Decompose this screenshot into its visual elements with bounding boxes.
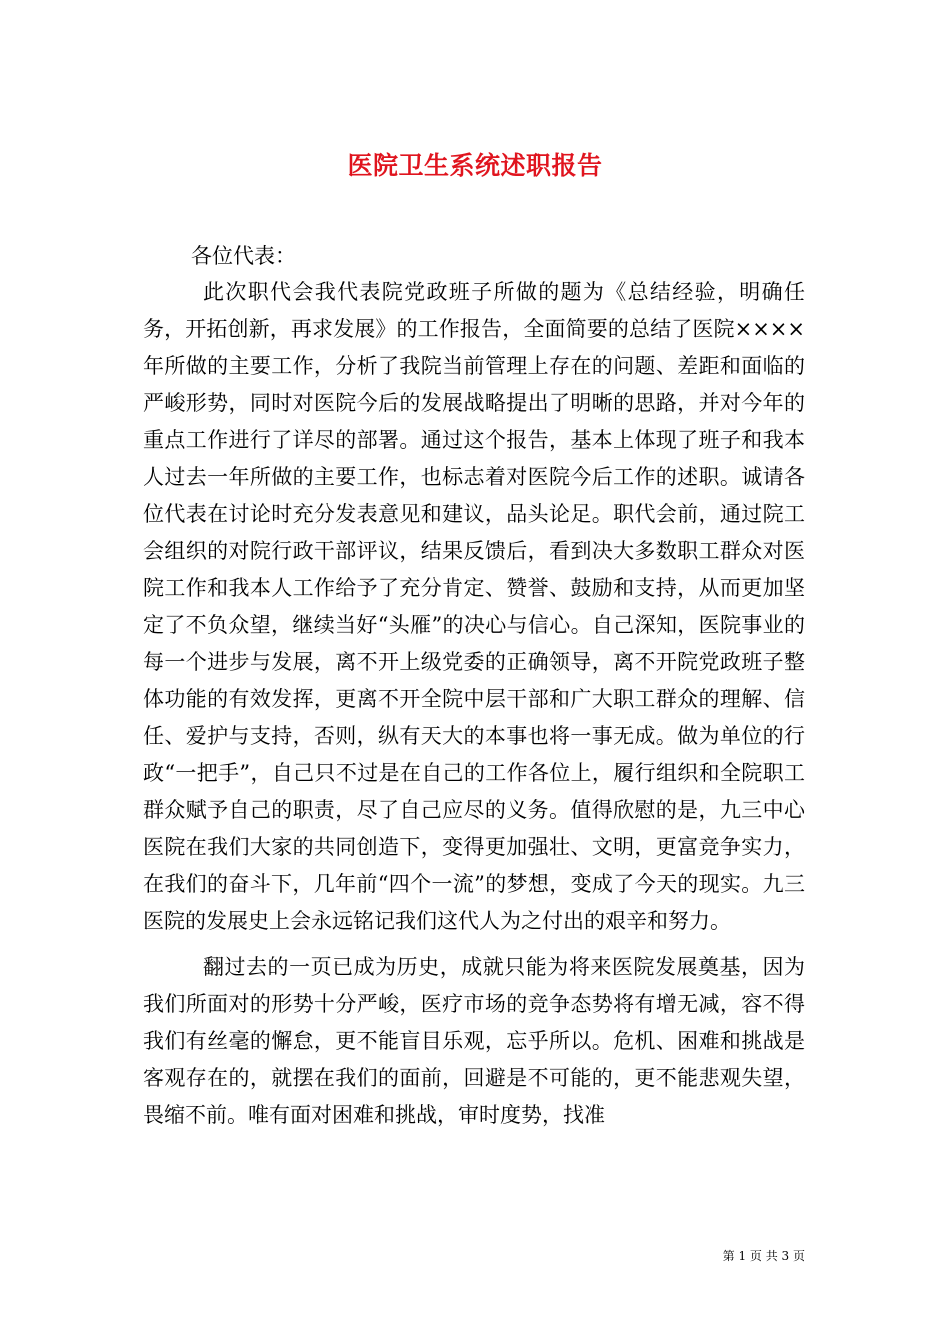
document-title: 医院卫生系统述职报告 [347, 150, 603, 180]
paragraph: 翻过去的一页已成为历史，成就只能为将来医院发展奠基，因为我们所面对的形势十分严峻，医疗市场的竞争态势将有增无减，容不得我们有丝毫的懈怠，更不能盲目乐观，忘乎所以。危机、困难和挑战是客观存在的，就摆在我们的面前，回避是不可能的，更不能悲观失望，畏缩不前。唯有面对困难和挑战，审时度势，找准 [143, 955, 805, 1127]
document-body [143, 238, 805, 1134]
page-number: 第 1 页 共 3 页 [722, 1249, 805, 1263]
paragraph: 此次职代会我代表院党政班子所做的题为《总结经验，明确任务，开拓创新，再求发展》的工作报告，全面简要的总结了医院××××年所做的主要工作，分析了我院当前管理上存在的问题、差距和面临的严峻形势，同时对医院今后的发展战略提出了明晰的思路，并对今年的重点工作进行了详尽的部署。通过这个报告，基本上体现了班子和我本人过去一年所做的主要工作，也标志着对医院今后工作的述职。诚请各位代表在讨论时充分发表意见和建议，品头论足。职代会前，通过院工会组织的对院行政干部评议，结果反馈后，看到决大多数职工群众对医院工作和我本人工作给予了充分肯定、赞誉、鼓励和支持，从而更加坚定了不负众望，继续当好“头雁”的决心与信心。自己深知，医院事业的每一个进步与发展，离不开上级党委的正确领导，离不开院党政班子整体功能的有效发挥，更离不开全院中层干部和广大职工群众的理解、信任、爱护与支持，否则，纵有天大的本事也将一事无成。做为单位的行政“一把手”，自己只不过是在自己的工作各位上，履行组织和全院职工群众赋予自己的职责，尽了自己应尽的义务。值得欣慰的是，九三中心医院在我们大家的共同创造下，变得更加强壮、文明，更富竞争实力，在我们的奋斗下，几年前“四个一流”的梦想，变成了今天的现实。九三医院的发展史上会永远铭记我们这代人为之付出的艰辛和努力。 [143, 280, 805, 933]
salutation: 各位代表： [191, 244, 296, 268]
